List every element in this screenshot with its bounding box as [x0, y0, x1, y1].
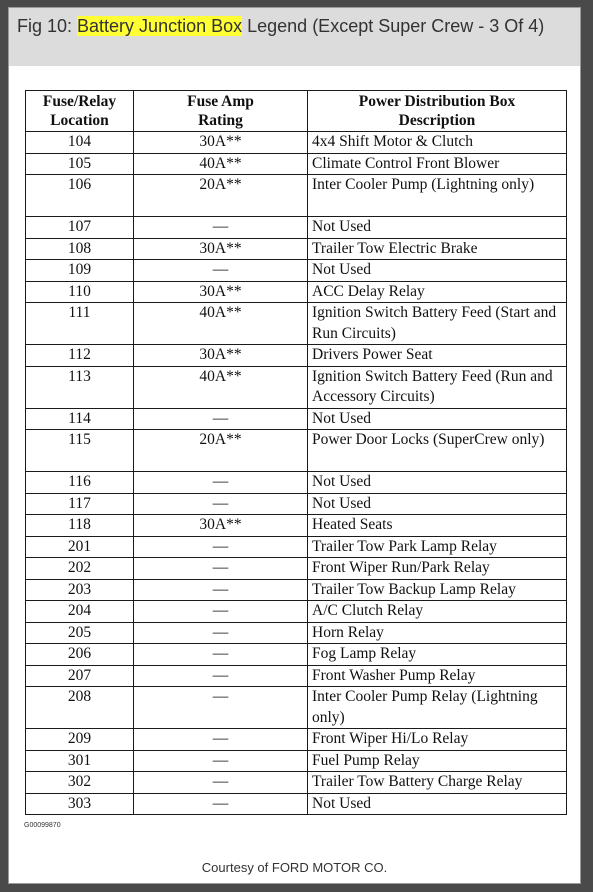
col-header-rating [134, 91, 308, 132]
cell-rating: 20A** [134, 430, 308, 472]
table-row [26, 558, 567, 580]
courtesy-credit: Courtesy of FORD MOTOR CO. [201, 860, 388, 875]
table-row [26, 366, 567, 408]
cell-rating: — [134, 217, 308, 239]
cell-rating: — [134, 644, 308, 666]
table-row [26, 793, 567, 815]
col-header-description-line1: Power Distribution Box [358, 93, 516, 110]
cell-description: Inter Cooler Pump (Lightning only) [308, 175, 567, 217]
table-row [26, 217, 567, 239]
table-row [26, 260, 567, 282]
cell-rating: 30A** [134, 345, 308, 367]
cell-rating: — [134, 408, 308, 430]
table-row [26, 408, 567, 430]
table-body [26, 132, 567, 815]
cell-description: Power Door Locks (SuperCrew only) [308, 430, 567, 472]
cell-rating: 20A** [134, 175, 308, 217]
cell-description: Not Used [308, 408, 567, 430]
cell-rating: — [134, 601, 308, 623]
cell-rating: 30A** [134, 281, 308, 303]
cell-location: 104 [26, 132, 134, 154]
cell-location: 113 [26, 366, 134, 408]
cell-rating: — [134, 472, 308, 494]
cell-location: 115 [26, 430, 134, 472]
cell-description: Trailer Tow Battery Charge Relay [308, 772, 567, 794]
cell-description: Trailer Tow Electric Brake [308, 238, 567, 260]
table-row [26, 303, 567, 345]
cell-description: Fuel Pump Relay [308, 750, 567, 772]
cell-description: Not Used [308, 793, 567, 815]
table-row [26, 281, 567, 303]
table-row [26, 153, 567, 175]
cell-rating: — [134, 793, 308, 815]
cell-rating: 30A** [134, 132, 308, 154]
table-row [26, 750, 567, 772]
cell-rating: — [134, 493, 308, 515]
table-row [26, 665, 567, 687]
cell-description: Heated Seats [308, 515, 567, 537]
table-header-row [26, 91, 567, 132]
cell-location: 110 [26, 281, 134, 303]
figure-caption [9, 8, 580, 66]
cell-location: 112 [26, 345, 134, 367]
table-row [26, 687, 567, 729]
col-header-description-line2: Description [398, 112, 476, 129]
cell-location: 302 [26, 772, 134, 794]
cell-location: 118 [26, 515, 134, 537]
cell-location: 117 [26, 493, 134, 515]
cell-description: Horn Relay [308, 622, 567, 644]
cell-description: ACC Delay Relay [308, 281, 567, 303]
table-row [26, 729, 567, 751]
cell-description: Ignition Switch Battery Feed (Run and Accessory Circuits) [308, 366, 567, 408]
cell-rating: 40A** [134, 153, 308, 175]
cell-description: Trailer Tow Backup Lamp Relay [308, 579, 567, 601]
cell-location: 114 [26, 408, 134, 430]
cell-rating: — [134, 558, 308, 580]
cell-description: Not Used [308, 260, 567, 282]
fuse-legend-table [25, 90, 567, 815]
table-row [26, 472, 567, 494]
cell-rating: 30A** [134, 515, 308, 537]
table-row [26, 175, 567, 217]
cell-location: 202 [26, 558, 134, 580]
table-row [26, 515, 567, 537]
cell-location: 105 [26, 153, 134, 175]
col-header-description [308, 91, 567, 132]
figure-frame [8, 7, 581, 884]
cell-description: Not Used [308, 493, 567, 515]
cell-location: 108 [26, 238, 134, 260]
table-row [26, 345, 567, 367]
table-row [26, 430, 567, 472]
cell-location: 303 [26, 793, 134, 815]
cell-rating: — [134, 260, 308, 282]
cell-location: 201 [26, 536, 134, 558]
table-row [26, 622, 567, 644]
cell-location: 209 [26, 729, 134, 751]
table-row [26, 601, 567, 623]
cell-rating: 30A** [134, 238, 308, 260]
col-header-rating-line1: Fuse Amp [187, 93, 254, 110]
cell-location: 205 [26, 622, 134, 644]
cell-description: Front Washer Pump Relay [308, 665, 567, 687]
cell-location: 204 [26, 601, 134, 623]
cell-rating: — [134, 579, 308, 601]
cell-rating: — [134, 687, 308, 729]
table-row [26, 772, 567, 794]
cell-rating: 40A** [134, 366, 308, 408]
cell-description: A/C Clutch Relay [308, 601, 567, 623]
cell-location: 111 [26, 303, 134, 345]
cell-rating: — [134, 622, 308, 644]
cell-rating: 40A** [134, 303, 308, 345]
cell-description: 4x4 Shift Motor & Clutch [308, 132, 567, 154]
table-row [26, 644, 567, 666]
cell-rating: — [134, 750, 308, 772]
figure-code: G00099870 [24, 822, 61, 829]
cell-location: 116 [26, 472, 134, 494]
caption-prefix: Fig 10: [17, 16, 78, 36]
caption-highlight: Battery Junction Box [77, 16, 243, 36]
cell-location: 109 [26, 260, 134, 282]
cell-rating: — [134, 665, 308, 687]
cell-description: Fog Lamp Relay [308, 644, 567, 666]
cell-rating: — [134, 536, 308, 558]
table-row [26, 493, 567, 515]
cell-description: Trailer Tow Park Lamp Relay [308, 536, 567, 558]
cell-rating: — [134, 772, 308, 794]
cell-description: Front Wiper Run/Park Relay [308, 558, 567, 580]
cell-description: Not Used [308, 217, 567, 239]
col-header-rating-line2: Rating [198, 112, 243, 129]
cell-description: Not Used [308, 472, 567, 494]
cell-location: 301 [26, 750, 134, 772]
col-header-location-line1: Fuse/Relay [42, 93, 117, 110]
col-header-location [26, 91, 134, 132]
cell-description: Inter Cooler Pump Relay (Lightning only) [308, 687, 567, 729]
cell-location: 106 [26, 175, 134, 217]
cell-description: Climate Control Front Blower [308, 153, 567, 175]
table-row [26, 579, 567, 601]
cell-location: 107 [26, 217, 134, 239]
table-row [26, 536, 567, 558]
caption-suffix: Legend (Except Super Crew - 3 Of 4) [242, 16, 545, 36]
col-header-location-line2: Location [50, 112, 109, 129]
cell-description: Ignition Switch Battery Feed (Start and Run Circuits) [308, 303, 567, 345]
table-row [26, 132, 567, 154]
cell-location: 203 [26, 579, 134, 601]
table-row [26, 238, 567, 260]
cell-location: 206 [26, 644, 134, 666]
cell-description: Drivers Power Seat [308, 345, 567, 367]
cell-location: 208 [26, 687, 134, 729]
cell-location: 207 [26, 665, 134, 687]
cell-rating: — [134, 729, 308, 751]
cell-description: Front Wiper Hi/Lo Relay [308, 729, 567, 751]
